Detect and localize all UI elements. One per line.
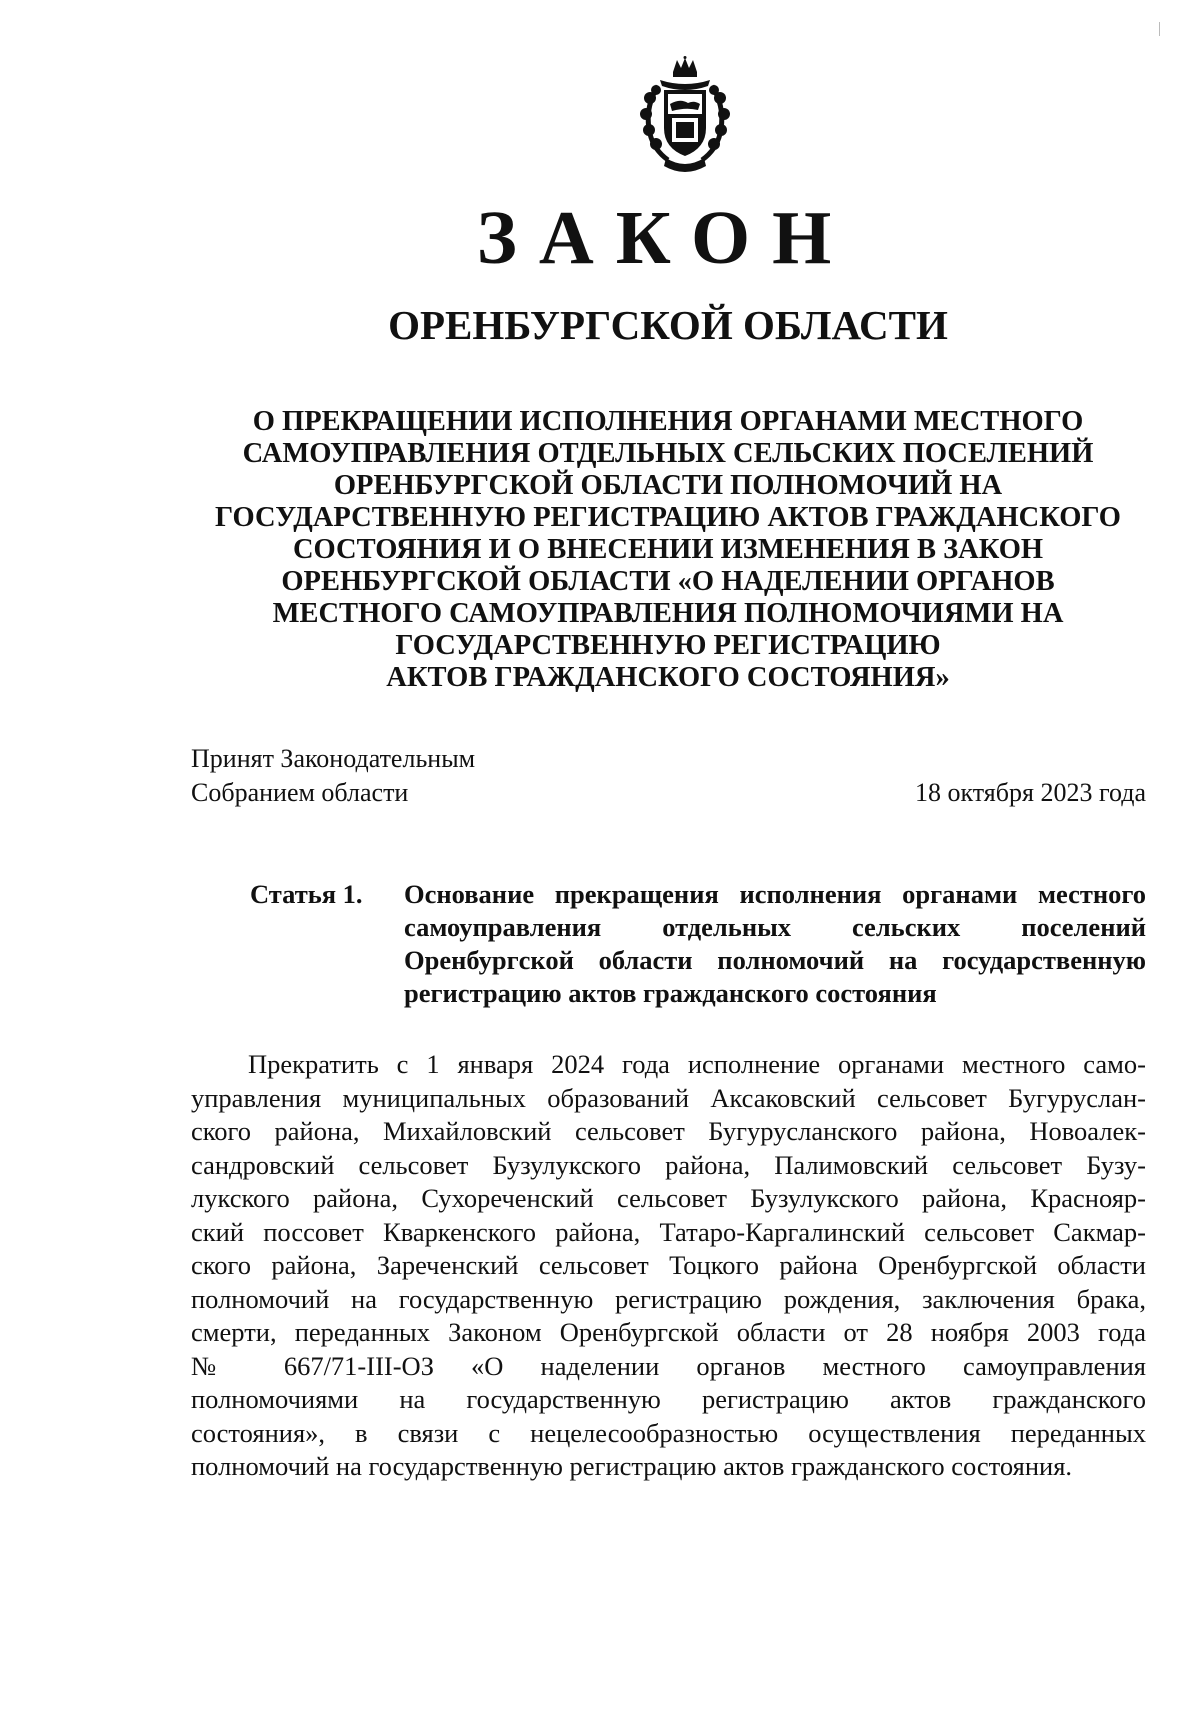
body-line: полномочиями на государственную регистрацию актов гражданского xyxy=(191,1384,1146,1414)
body-line: лукского района, Сухореченский сельсовет Бузулукского района, Краснояр- xyxy=(191,1183,1146,1213)
article-heading: Основание прекращения исполнения органами местного самоуправления отдельных сельских поселений Оренбургской области полномочий на государственную регистрацию актов гражданского состояния xyxy=(404,879,1146,1008)
law-name-line: МЕСТНОГО САМОУПРАВЛЕНИЯ ПОЛНОМОЧИЯМИ НА xyxy=(272,598,1064,629)
law-name xyxy=(150,406,1186,694)
article-1-header xyxy=(250,878,1146,1010)
body-line: № 667/71-III-ОЗ «О наделении органов местного самоуправления xyxy=(191,1350,1146,1381)
body-line: ского района, Михайловский сельсовет Бугурусланского района, Новоалек- xyxy=(191,1116,1146,1146)
law-name-line: ОРЕНБУРГСКОЙ ОБЛАСТИ «О НАДЕЛЕНИИ ОРГАНОВ xyxy=(281,566,1055,597)
body-line: управления муниципальных образований Аксаковский сельсовет Бугуруслан- xyxy=(191,1082,1146,1113)
law-name-line: ГОСУДАРСТВЕННУЮ РЕГИСТРАЦИЮ АКТОВ ГРАЖДАНСКОГО xyxy=(215,502,1121,533)
body-line: Прекратить с 1 января 2024 года исполнение органами местного само- xyxy=(248,1049,1146,1079)
body-line: ский поссовет Кваркенского района, Татаро-Каргалинский сельсовет Сакмар- xyxy=(191,1216,1146,1247)
document-subtitle: ОРЕНБУРГСКОЙ ОБЛАСТИ xyxy=(388,302,948,348)
adopted-by-line1: Принят Законодательным xyxy=(191,744,476,773)
scan-mark xyxy=(1159,22,1160,36)
law-name-line: СОСТОЯНИЯ И О ВНЕСЕНИИ ИЗМЕНЕНИЯ В ЗАКОН xyxy=(292,534,1044,565)
law-name-line: ОРЕНБУРГСКОЙ ОБЛАСТИ ПОЛНОМОЧИЙ НА xyxy=(333,470,1003,501)
coat-of-arms-icon xyxy=(636,56,734,176)
article-number: Статья 1. xyxy=(250,879,363,909)
body-line: полномочий на государственную регистрацию рождения, заключения брака, xyxy=(191,1283,1146,1314)
body-line: смерти, переданных Законом Оренбургской области от 28 ноября 2003 года xyxy=(191,1317,1146,1347)
law-name-line: ГОСУДАРСТВЕННУЮ РЕГИСТРАЦИЮ xyxy=(395,630,941,661)
law-name-line: АКТОВ ГРАЖДАНСКОГО СОСТОЯНИЯ» xyxy=(386,662,950,693)
adoption-date: 18 октября 2023 года xyxy=(915,778,1146,807)
law-name-line: САМОУПРАВЛЕНИЯ ОТДЕЛЬНЫХ СЕЛЬСКИХ ПОСЕЛЕНИЙ xyxy=(242,438,1094,469)
body-line: сандровский сельсовет Бузулукского района, Палимовский сельсовет Бузу- xyxy=(191,1149,1146,1180)
law-name-line: О ПРЕКРАЩЕНИИ ИСПОЛНЕНИЯ ОРГАНАМИ МЕСТНОГО xyxy=(252,406,1084,437)
body-line: ского района, Зареченский сельсовет Тоцкого района Оренбургской области xyxy=(191,1250,1146,1280)
document-title: ЗАКОН xyxy=(476,196,854,280)
adoption-block xyxy=(191,742,1146,810)
body-line: состояния», в связи с нецелесообразностью осуществления переданных xyxy=(191,1417,1146,1448)
article-1-body xyxy=(191,1048,1146,1484)
body-line: полномочий на государственную регистрацию актов гражданского состояния. xyxy=(191,1451,1073,1481)
adopted-by-line2: Собранием области xyxy=(191,778,409,807)
